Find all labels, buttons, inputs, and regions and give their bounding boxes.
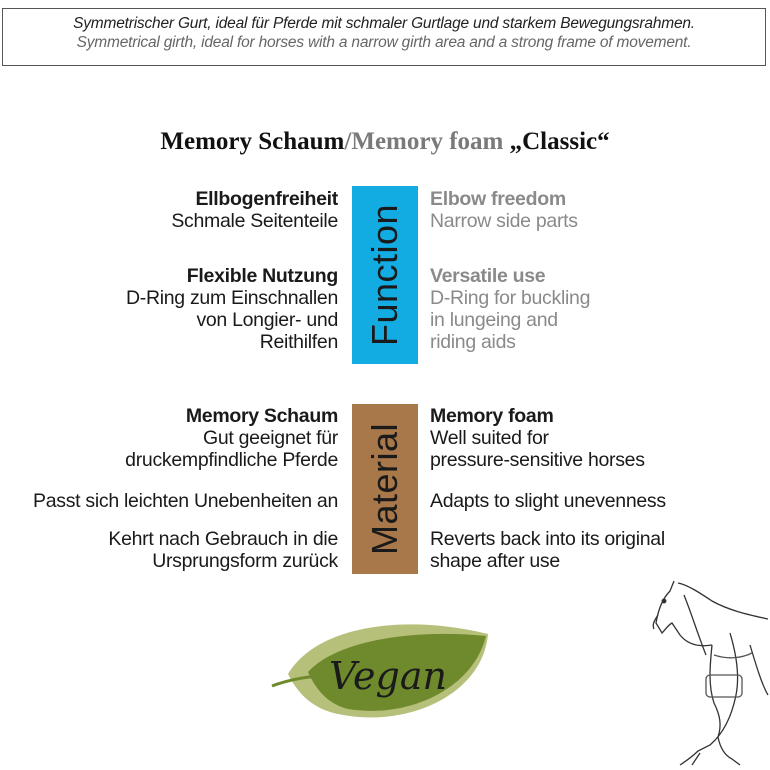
function-de-flex-line2: von Longier- und [196,309,338,331]
material-de-foam-line1: Gut geeignet für [202,427,338,449]
material-band [352,404,418,574]
material-en-revert-line2: shape after use [430,550,560,572]
function-de-flex [126,265,338,353]
material-en-revert [430,528,665,572]
material-en-foam-title: Memory foam [430,405,554,427]
function-en-flex [430,265,590,353]
horse-eye [662,599,666,603]
material-de-revert-line2: Ursprungsform zurück [152,550,338,572]
horse-sketch-icon [640,575,770,770]
title-separator: / [344,128,352,155]
material-de-adapt-text: Passt sich leichten Unebenheiten an [33,490,338,512]
material-de-revert [108,528,338,572]
function-en-flex-line1: D-Ring for buckling [430,287,591,309]
function-en-flex-line3: riding aids [430,331,516,353]
material-de-foam [125,405,338,471]
title-model: „Classic“ [509,128,610,155]
title-german: Memory Schaum [160,128,345,155]
function-en-elbow-title: Elbow freedom [430,188,566,210]
function-en-flex-title: Versatile use [430,265,546,287]
leaf-icon [268,614,508,724]
intro-german: Symmetrischer Gurt, ideal für Pferde mit schmaler Gurtlage und starkem Bewegungsrahmen. [73,15,695,32]
function-de-flex-line3: Reithilfen [259,331,338,353]
intro-box [2,8,766,66]
page-title [0,128,770,156]
function-en-flex-line2: in lungeing and [430,309,558,331]
function-de-flex-title: Flexible Nutzung [186,265,338,287]
material-de-revert-line1: Kehrt nach Gebrauch in die [108,528,338,550]
material-de-foam-title: Memory Schaum [185,405,338,427]
material-de-foam-line2: druckempfindliche Pferde [125,449,338,471]
vegan-label: Vegan [329,654,447,698]
function-de-flex-line1: D-Ring zum Einschnallen [125,287,338,309]
material-en-foam-line2: pressure-sensitive horses [430,449,645,471]
function-en-elbow-text: Narrow side parts [430,210,578,232]
material-band-label: Material [364,422,406,556]
function-de-elbow [171,188,338,232]
material-en-revert-line1: Reverts back into its original [430,528,665,550]
material-en-foam-line1: Well suited for [430,427,549,449]
material-de-adapt [33,490,338,512]
function-band [352,186,418,364]
function-de-elbow-title: Ellbogenfreiheit [195,188,338,210]
title-english: Memory foam [351,128,504,155]
function-de-elbow-text: Schmale Seitenteile [171,210,338,232]
material-en-adapt [430,490,666,512]
function-band-label: Function [364,203,406,347]
material-en-adapt-text: Adapts to slight unevenness [430,490,666,512]
function-en-elbow [430,188,578,232]
intro-english: Symmetrical girth, ideal for horses with a narrow girth area and a strong frame of movement. [76,34,692,51]
material-en-foam [430,405,645,471]
